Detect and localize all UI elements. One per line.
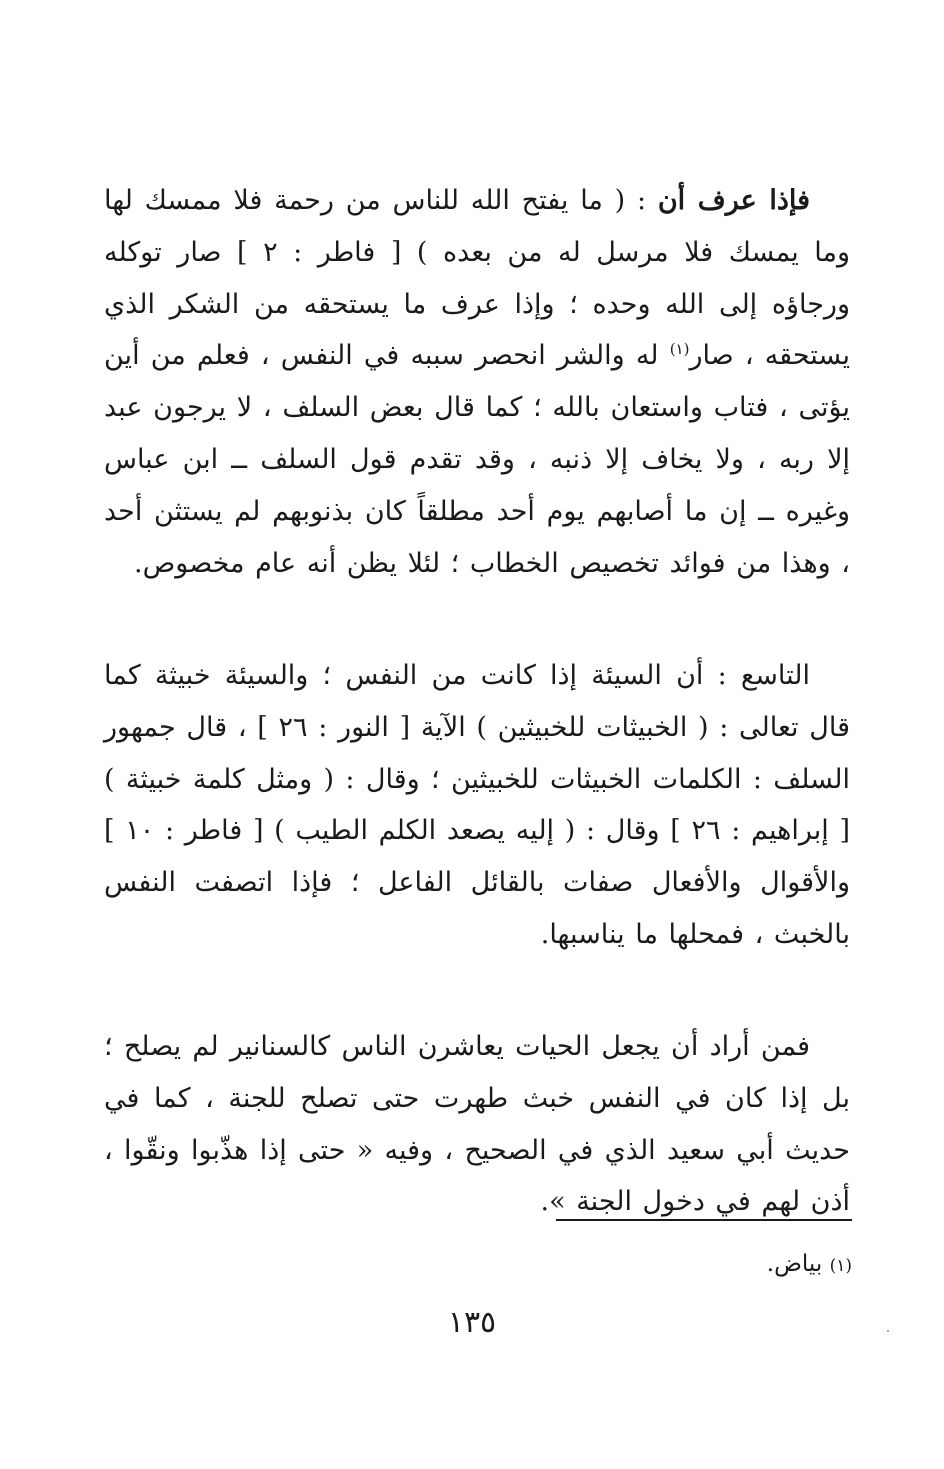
paragraph-2: [104, 650, 850, 961]
paragraph-3-text: فمن أراد أن يجعل الحيات يعاشرن الناس كالسنانير لم يصلح ؛ بل إذا كان في النفس خبث طهرت حتى تصلح للجنة ، كما في حديث أبي سعيد الذي في الصحيح ، وفيه « حتى إذا هذّبوا ونقّوا ، أذن لهم في دخول الجنة ».: [104, 1031, 850, 1218]
footnote-text: بياض.: [766, 1251, 823, 1277]
footnote-number: (١): [829, 1256, 852, 1276]
footnote-separator: [556, 1219, 852, 1221]
page-number: ١٣٥: [447, 1305, 497, 1340]
paragraph-3: [104, 1021, 850, 1228]
scan-speck: [887, 1330, 889, 1332]
footnote-reference: (١): [669, 340, 690, 359]
footnote: [767, 1248, 852, 1282]
paragraph-1-lead: فإذا عرف أن: [657, 185, 810, 216]
paragraph-1: [104, 175, 850, 589]
paragraph-2-text: التاسع : أن السيئة إذا كانت من النفس ؛ والسيئة خبيثة كما قال تعالى : ( الخبيثات للخبيثين ) الآية [ النور : ٢٦ ] ، قال جمهور السلف : الكلمات الخبيثات للخبيثين ؛ وقال : ( ومثل كلمة خبيثة ) [ إبراهيم : ٢٦ ] وقال : ( إليه يصعد الكلم الطيب ) [ فاطر : ١٠ ] والأقوال والأفعال صفات بالقائل الفاعل ؛ فإذا اتصفت النفس بالخبث ، فمحلها ما يناسبها.: [104, 660, 851, 950]
paragraph-1-part-1: : ( ما يفتح الله للناس من رحمة فلا ممسك لها وما يمسك فلا مرسل له من بعده ) [ فاطر : ٢ ] صار توكله ورجاؤه إلى الله وحده ؛ وإذا عرف ما يستحقه من الشكر الذي يستحقه ، صار: [104, 185, 850, 372]
paragraph-1-part-2: له والشر انحصر سببه في النفس ، فعلم من أين يؤتى ، فتاب واستعان بالله ؛ كما قال بعض السلف ، لا يرجون عبد إلا ربه ، ولا يخاف إلا ذنبه ، وقد تقدم قول السلف ــ ابن عباس وغيره ــ إن ما أصابهم يوم أحد مطلقاً كان بذنوبهم لم يستثن أحد ، وهذا من فوائد تخصيص الخطاب ؛ لئلا يظن أنه عام مخصوص.: [104, 340, 850, 579]
